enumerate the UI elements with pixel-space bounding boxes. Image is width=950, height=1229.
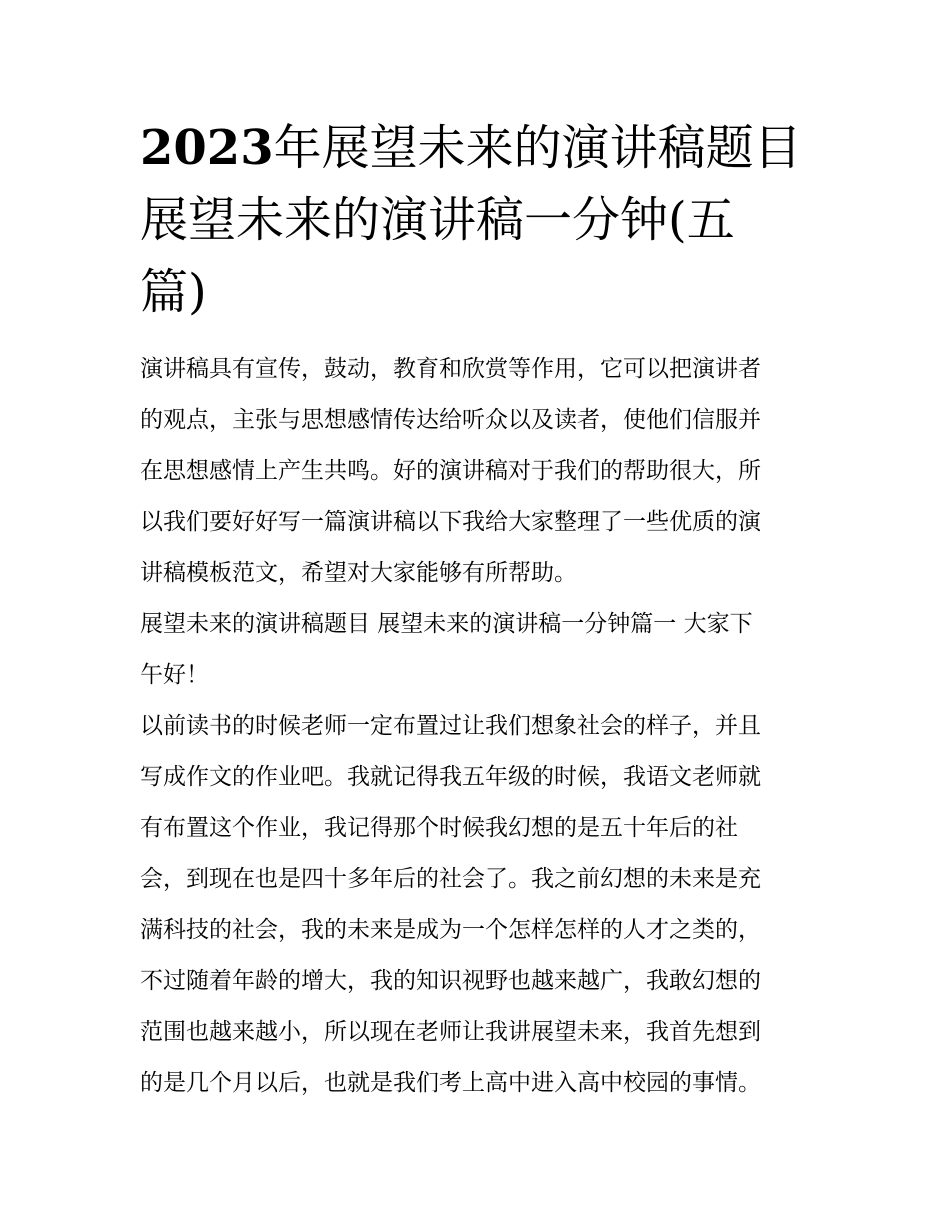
text-line: 的是几个月以后，也就是我们考上高中进入高中校园的事情。 [140,1070,761,1096]
title-line-1 [140,112,812,184]
title-line-3: 篇) [140,264,207,320]
text-line: 演讲稿具有宣传，鼓动，教育和欣赏等作用，它可以把演讲者 [140,356,761,382]
text-line: 写成作文的作业吧。我就记得我五年级的时候，我语文老师就 [140,764,761,790]
title-line-2: 展望未来的演讲稿一分钟(五 [140,192,735,248]
document-body [140,344,812,1109]
paragraph-heading-greeting [140,599,812,701]
text-line: 不过随着年龄的增大，我的知识视野也越来越广，我敢幻想的 [140,968,761,994]
text-line: 讲稿模板范文，希望对大家能够有所帮助。 [140,560,577,586]
title-year: 2023 [140,120,274,176]
document-title [140,112,812,328]
text-line: 在思想感情上产生共鸣。好的演讲稿对于我们的帮助很大，所 [140,458,761,484]
text-line: 范围也越来越小，所以现在老师让我讲展望未来，我首先想到 [140,1019,761,1045]
text-line: 的观点，主张与思想感情传达给听众以及读者，使他们信服并 [140,407,761,433]
text-line: 有布置这个作业，我记得那个时候我幻想的是五十年后的社 [140,815,738,841]
text-line: 以我们要好好写一篇演讲稿以下我给大家整理了一些优质的演 [140,509,761,535]
text-line: 会，到现在也是四十多年后的社会了。我之前幻想的未来是充 [140,866,761,892]
paragraph-body [140,701,812,1109]
text-line: 以前读书的时候老师一定布置过让我们想象社会的样子，并且 [140,713,761,739]
document-page [140,112,812,1109]
title-text: 年展望未来的演讲稿题目 [273,120,802,176]
text-line: 展望未来的演讲稿题目 展望未来的演讲稿一分钟篇一 大家下 [140,611,753,637]
paragraph-intro [140,344,812,599]
text-line: 满科技的社会，我的未来是成为一个怎样怎样的人才之类的， [140,917,761,943]
text-line: 午好！ [140,662,209,688]
